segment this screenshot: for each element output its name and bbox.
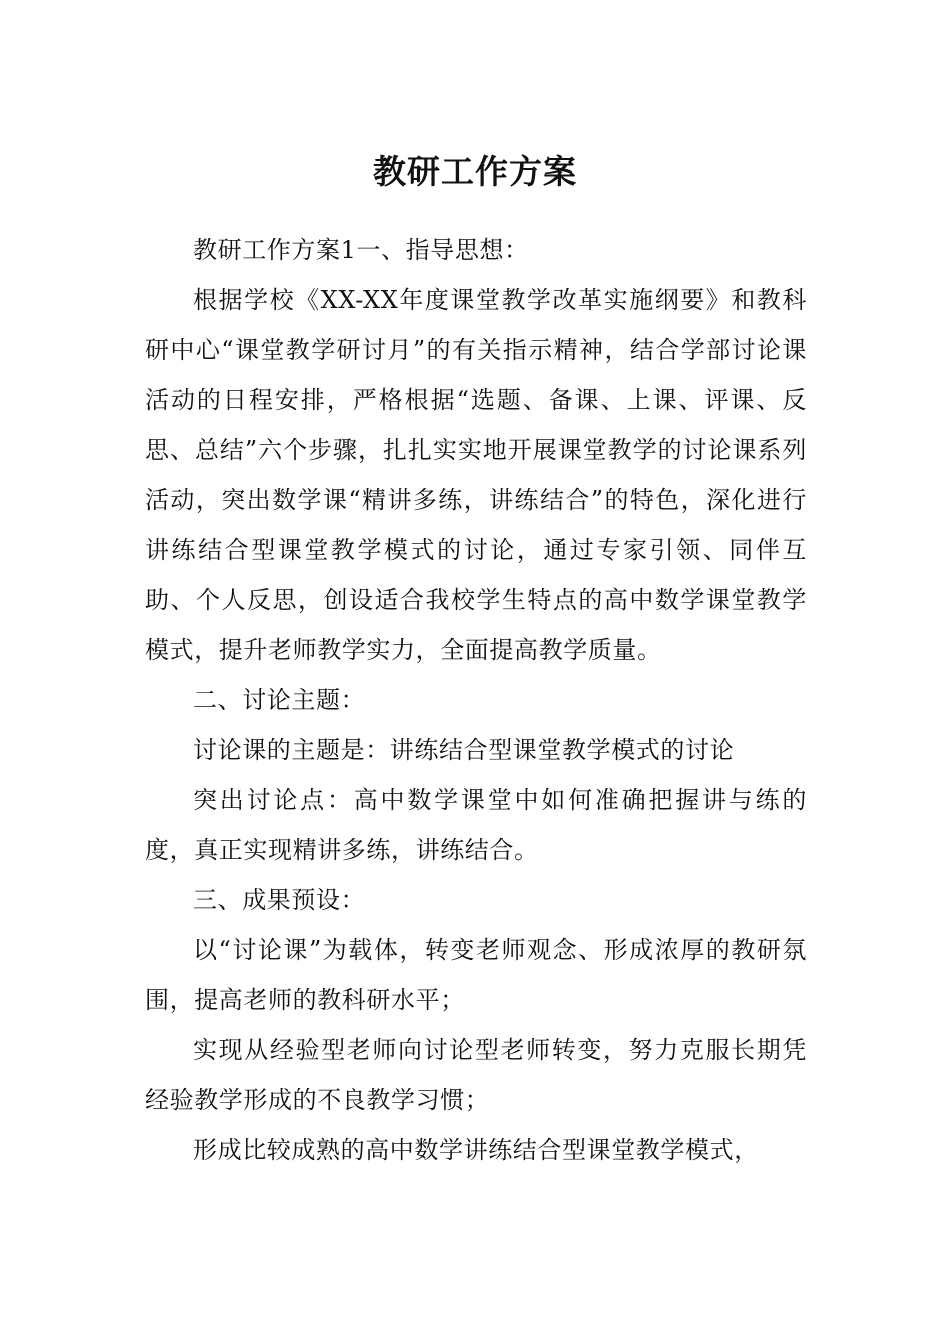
heading-discussion-theme: 二、讨论主题： xyxy=(193,686,366,714)
paragraph-guiding-thought: 根据学校《XX-XX年度课堂教学改革实施纲要》和教科研中心“课堂教学研讨月”的有关指示精神，结合学部讨论课活动的日程安排，严格根据“选题、备课、上课、评课、反思、总结”六个步骤，扎扎实实地开展课堂教学的讨论课系列活动，突出数学课“精讲多练，讲练结合”的特色，深化进行讲练结合型课堂教学模式的讨论，通过专家引领、同伴互助、个人反思，创设适合我校学生特点的高中数学课堂教学模式，提升老师教学实力，全面提高教学质量。 xyxy=(145,286,807,664)
paragraph-result-3: 形成比较成熟的高中数学讲练结合型课堂教学模式， xyxy=(193,1136,759,1164)
document-title: 教研工作方案 xyxy=(373,152,577,192)
heading-expected-results: 三、成果预设： xyxy=(193,886,366,914)
document-body xyxy=(145,225,807,1175)
paragraph-result-2: 实现从经验型老师向讨论型老师转变，努力克服长期凭经验教学形成的不良教学习惯； xyxy=(145,1036,807,1114)
paragraph-result-1: 以“讨论课”为载体，转变老师观念、形成浓厚的教研氛围，提高老师的教科研水平； xyxy=(145,936,807,1014)
paragraph-focus-point: 突出讨论点：高中数学课堂中如何准确把握讲与练的度，真正实现精讲多练，讲练结合。 xyxy=(145,786,807,864)
paragraph-theme: 讨论课的主题是：讲练结合型课堂教学模式的讨论 xyxy=(193,736,735,764)
paragraph-intro: 教研工作方案1一、指导思想： xyxy=(193,236,529,264)
